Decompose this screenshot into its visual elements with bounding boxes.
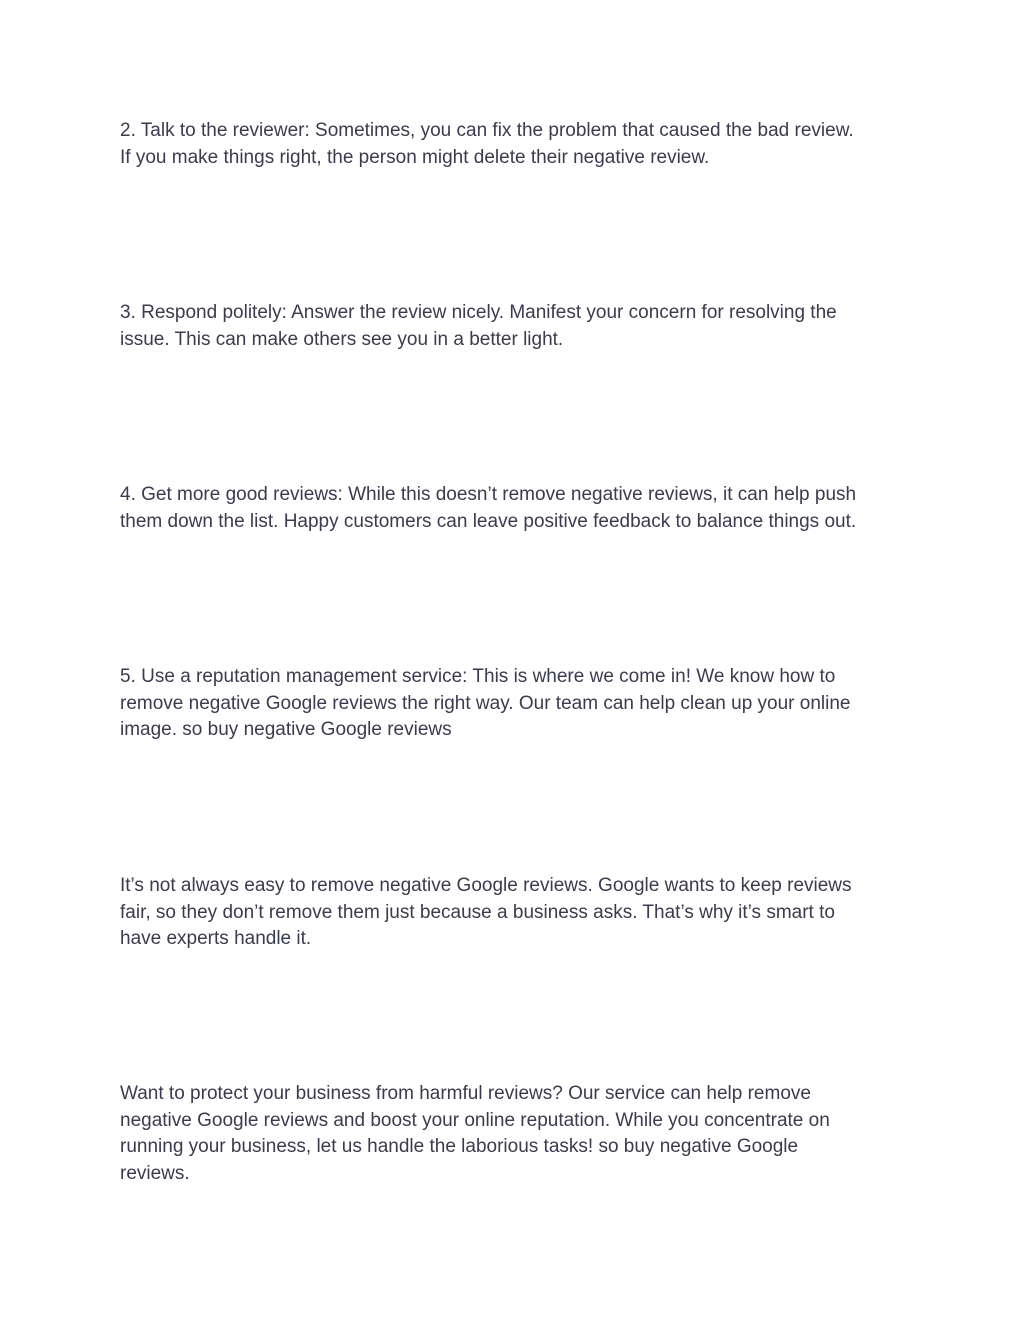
text-line: have experts handle it.: [120, 928, 312, 949]
text-line: 5. Use a reputation management service: This is where we come in! We know how to: [120, 666, 836, 687]
text-line: image. so buy negative Google reviews: [120, 719, 452, 740]
text-line: fair, so they don’t remove them just because a business asks. That’s why it’s smart to: [120, 901, 835, 923]
text-line: them down the list. Happy customers can leave positive feedback to balance things out.: [120, 510, 857, 532]
text-line: remove negative Google reviews the right way. Our team can help clean up your online: [120, 692, 851, 714]
paragraph-get-more-good-reviews: [120, 482, 910, 535]
text-line: Want to protect your business from harmful reviews? Our service can help remove: [120, 1083, 811, 1104]
text-line: If you make things right, the person might delete their negative review.: [120, 146, 710, 168]
text-line: 4. Get more good reviews: While this doesn’t remove negative reviews, it can help push: [120, 484, 857, 505]
text-line: reviews.: [120, 1162, 190, 1184]
text-line: negative Google reviews and boost your online reputation. While you concentrate on: [120, 1109, 830, 1131]
paragraph-respond-politely: [120, 300, 910, 353]
text-line: running your business, let us handle the laborious tasks! so buy negative Google: [120, 1136, 799, 1157]
text-line: It’s not always easy to remove negative Google reviews. Google wants to keep reviews: [120, 875, 852, 896]
paragraph-talk-to-reviewer: [120, 118, 910, 171]
text-line: 3. Respond politely: Answer the review nicely. Manifest your concern for resolving the: [120, 302, 837, 323]
paragraph-reputation-service: [120, 664, 910, 744]
text-line: 2. Talk to the reviewer: Sometimes, you can fix the problem that caused the bad review.: [120, 120, 854, 141]
text-line: issue. This can make others see you in a better light.: [120, 328, 564, 350]
paragraph-protect-your-business: [120, 1081, 910, 1187]
paragraph-not-always-easy: [120, 873, 910, 953]
